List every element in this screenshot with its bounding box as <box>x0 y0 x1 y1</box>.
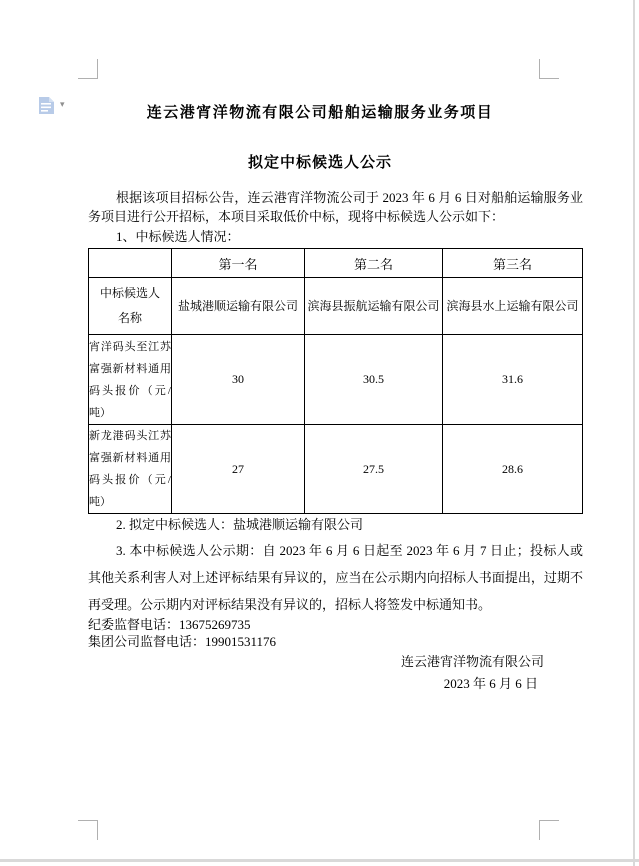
row-label-line-1: 中标候选人 <box>99 286 160 300</box>
price-xiaoyang-3: 31.6 <box>443 335 583 425</box>
row-label-price-xiaoyang: 宵洋码头至江苏富强新材料通用码头报价（元/吨） <box>89 335 172 425</box>
signature-date: 2023 年 6 月 6 日 <box>443 676 538 691</box>
header-cell-rank-2: 第二名 <box>305 249 443 278</box>
intro-paragraph: 根据该项目招标公告，连云港宵洋物流公司于 2023 年 6 月 6 日对船舶运输服务业务项目进行公开招标，本项目采取低价中标，现将中标候选人公示如下： <box>88 190 583 224</box>
paste-options-button[interactable] <box>38 96 72 120</box>
table-row-candidate-names <box>89 278 583 335</box>
header-cell-rank-1: 第一名 <box>172 249 305 278</box>
row-label-candidate-name <box>89 278 172 335</box>
margin-crop-mark-top-right <box>539 59 559 79</box>
row-label-line-2: 名称 <box>117 311 142 325</box>
table-row-price-xinlonggang <box>89 425 583 514</box>
document-title: 连云港宵洋物流有限公司船舶运输服务业务项目 <box>146 105 494 121</box>
margin-crop-mark-bottom-left <box>78 820 98 840</box>
bid-candidates-table <box>88 248 583 514</box>
margin-crop-mark-top-left <box>78 59 98 79</box>
table-header-row <box>89 249 583 278</box>
price-xinlonggang-2: 27.5 <box>305 425 443 514</box>
notice-period-paragraph: 3. 本中标候选人公示期：自 2023 年 6 月 6 日起至 2023 年 6 月 7 日止；投标人或其他关系利害人对上述评标结果有异议的，应当在公示期内向招标人书面提出，过期不再受理。公示期内对评标结果没有异议的，招标人将签发中标通知书。 <box>88 543 583 612</box>
row-label-price-xinlonggang: 新龙港码头江苏富强新材料通用码头报价（元/吨） <box>89 425 172 514</box>
page-edge-bottom <box>0 859 639 862</box>
supervision-phone-group: 集团公司监督电话：19901531176 <box>88 634 277 649</box>
header-cell-blank <box>89 249 172 278</box>
margin-crop-mark-bottom-right <box>539 820 559 840</box>
signature-company: 连云港宵洋物流有限公司 <box>400 654 544 669</box>
paste-options-icon <box>38 96 55 115</box>
price-xinlonggang-1: 27 <box>172 425 305 514</box>
document-subtitle: 拟定中标候选人公示 <box>247 155 392 171</box>
price-xiaoyang-2: 30.5 <box>305 335 443 425</box>
list-item-candidates: 1、中标候选人情况： <box>116 229 240 244</box>
candidate-name-2: 滨海县振航运输有限公司 <box>305 278 443 335</box>
table-row-price-xiaoyang <box>89 335 583 425</box>
price-xiaoyang-1: 30 <box>172 335 305 425</box>
candidate-name-3: 滨海县水上运输有限公司 <box>443 278 583 335</box>
candidate-name-1: 盐城港顺运输有限公司 <box>172 278 305 335</box>
supervision-phone-discipline: 纪委监督电话：13675269735 <box>88 617 251 632</box>
proposed-winner-paragraph: 2. 拟定中标候选人：盐城港顺运输有限公司 <box>116 517 364 532</box>
dropdown-arrow-icon[interactable]: ▾ <box>60 100 65 110</box>
page-edge-right <box>633 0 635 866</box>
price-xinlonggang-3: 28.6 <box>443 425 583 514</box>
header-cell-rank-3: 第三名 <box>443 249 583 278</box>
